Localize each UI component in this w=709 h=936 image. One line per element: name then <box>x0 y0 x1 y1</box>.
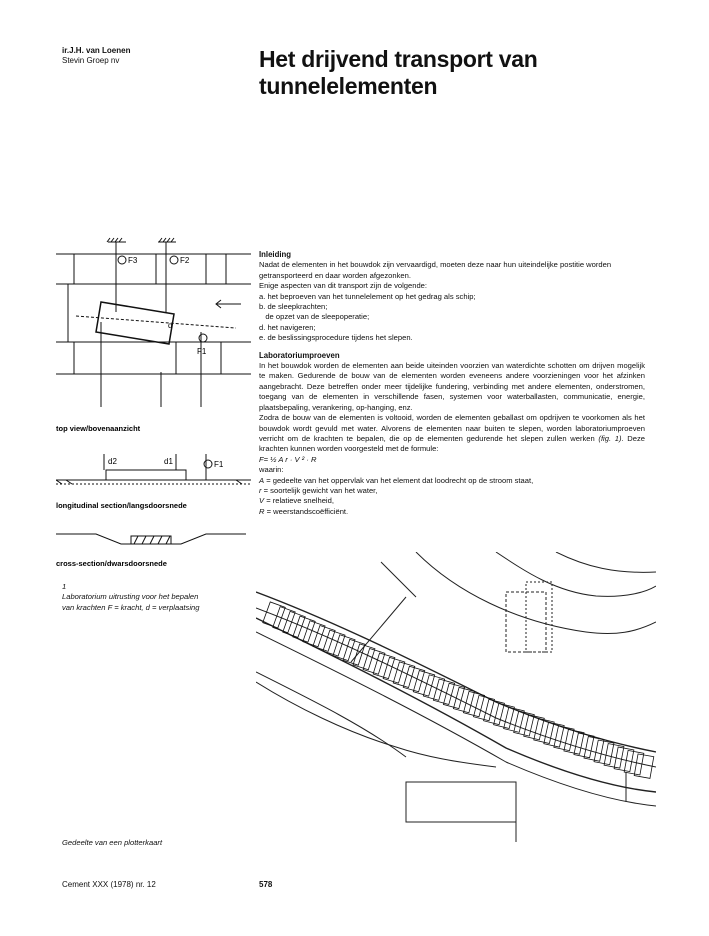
title-line-2: tunnelelementen <box>259 73 438 99</box>
list-item: b. de sleepkrachten; <box>259 302 328 312</box>
label-cross-section: cross-section/dwarsdoorsnede <box>56 559 167 568</box>
footer-journal: Cement XXX (1978) nr. 12 <box>62 880 156 889</box>
intro-list <box>259 292 645 344</box>
lab-paragraph-1: In het bouwdok worden de elementen aan beide uiteinden voorzien van waterdichte schotten om drijven mogelijk te maken. Gedurende de bouw van de elementen worden eveneens andere voorzieningen voor het afzinken aangebracht. Deze betreffen onder meer tijdelijke fundering, verbinding met andere elementen, onderstromen, toegang van de elementen in verschillende fasen, systemen voor waterballasten, communicatie, energie, plaatsbepaling, verankering, op-hanging, enz. <box>259 361 645 412</box>
element-box <box>514 711 535 736</box>
definition-item: R = weerstandscoëfficiënt. <box>259 506 349 516</box>
intro-paragraph-1: Nadat de elementen in het bouwdok zijn vervaardigd, moeten deze naar hun uiteindelijke postitie worden getransporteerd en daar worden afgezonken. <box>259 260 612 280</box>
element-box <box>484 699 505 724</box>
article-body <box>259 250 645 517</box>
section-heading-lab: Laboratoriumproeven <box>259 350 340 360</box>
f3-label: F3 <box>128 256 138 265</box>
f1-label-top: F1 <box>197 347 207 356</box>
list-item: a. het beproeven van het tunnelelement op het gedrag als schip; <box>259 291 476 301</box>
figure-2-plotter-map <box>256 552 656 857</box>
label-longitudinal: longitudinal section/langsdoorsnede <box>56 501 187 510</box>
formula: F= ½ A r · V ² · R <box>259 454 317 464</box>
figure-1-caption <box>62 582 242 613</box>
author-affiliation: Stevin Groep nv <box>62 56 120 65</box>
f1-label-long: F1 <box>214 460 224 469</box>
title-line-1: Het drijvend transport van <box>259 46 538 72</box>
waarin: waarin: <box>259 465 284 475</box>
alpha-label: α <box>168 321 173 330</box>
definitions-list <box>259 476 645 518</box>
author-block <box>62 46 130 66</box>
intro-paragraph-2: Enige aspecten van dit transport zijn de volgende: <box>259 281 428 291</box>
element-box <box>524 715 545 740</box>
d2-label: d2 <box>108 457 117 466</box>
element-box <box>494 703 515 728</box>
figure-1-drawing <box>56 232 256 572</box>
d1-label: d1 <box>164 457 173 466</box>
label-top-view: top view/bovenaanzicht <box>56 424 141 433</box>
element-box <box>504 707 525 732</box>
figure-1-caption-line-2: van krachten F = kracht, d = verplaatsing <box>62 602 200 612</box>
element-box <box>534 718 554 743</box>
list-item: d. het navigeren; <box>259 322 316 332</box>
definition-item: r = soortelijk gewicht van het water, <box>259 485 378 495</box>
page-number: 578 <box>259 880 273 889</box>
figure-1-number: 1 <box>62 582 67 591</box>
article-title <box>259 46 679 100</box>
definition-item: A = gedeelte van het oppervlak van het element dat loodrecht op de stroom staat, <box>259 475 534 485</box>
definition-item: V = relatieve snelheid, <box>259 496 334 506</box>
lab-paragraph-2: Zodra de bouw van de elementen is voltooid, worden de elementen geballast om opdrijven te voorkomen als het bouwdok wordt gevuld met water. Alvorens de elementen naar buiten te slepen, worden laboratoriumproeven verricht om de krachten te bepalen, die op de elementen gedurende het slepen zullen werken (fig. 1). Deze krachten kunnen worden voorgesteld met de formule: <box>259 413 645 454</box>
figure-1-caption-line-1: Laboratorium uitrusting voor het bepalen <box>62 592 199 602</box>
f2-label: F2 <box>180 256 190 265</box>
figure-reference: (fig. 1) <box>598 433 622 443</box>
list-item: de opzet van de sleepoperatie; <box>259 312 370 322</box>
figure-2-caption: Gedeelte van een plotterkaart <box>62 838 163 847</box>
element-box <box>453 687 474 712</box>
section-heading-inleiding: Inleiding <box>259 250 292 259</box>
list-item: e. de beslissingsprocedure tijdens het slepen. <box>259 333 413 343</box>
author-name: ir.J.H. van Loenen <box>62 46 131 55</box>
